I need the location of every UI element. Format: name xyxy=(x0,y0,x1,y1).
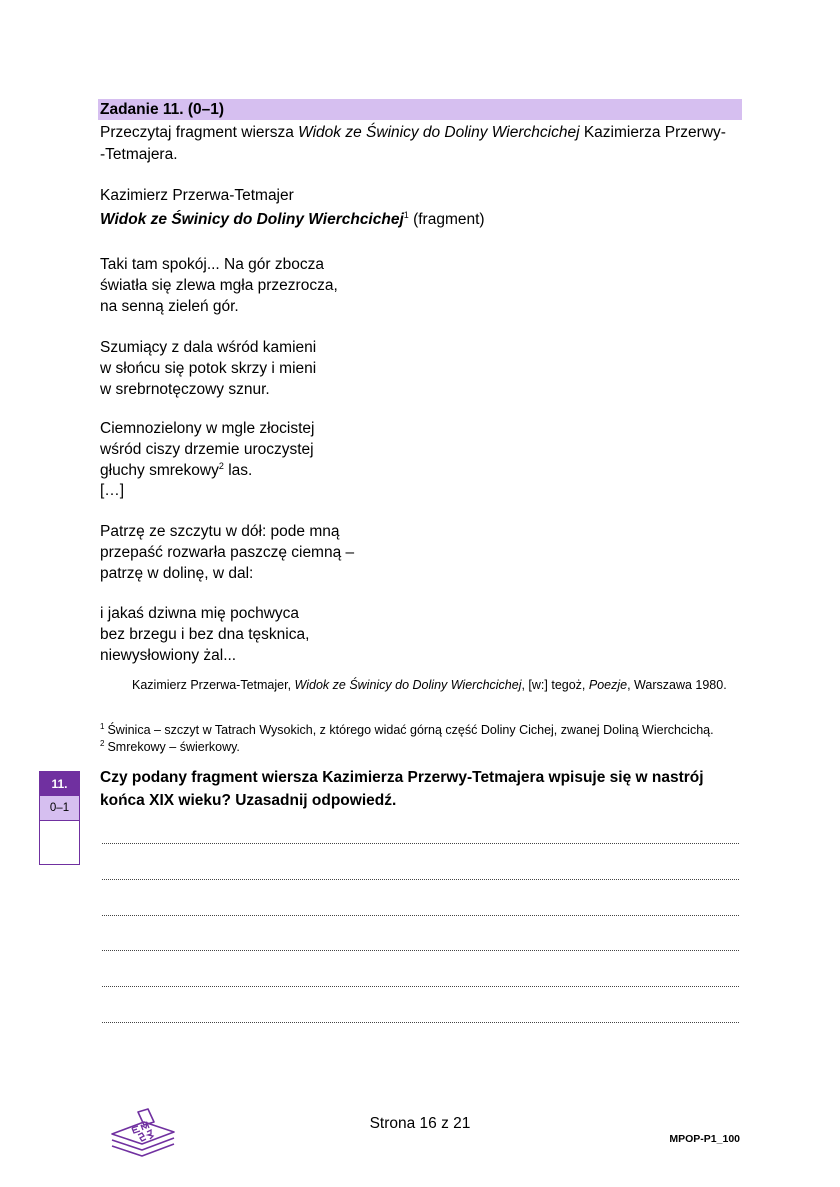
verse-line: wśród ciszy drzemie uroczystej xyxy=(100,440,314,458)
verse-line: i jakaś dziwna mię pochwyca xyxy=(100,605,300,622)
verse-text: las. xyxy=(223,461,253,479)
source-title: Widok ze Świnicy do Doliny Wierchcichej xyxy=(294,678,522,692)
verse-line: Szumiący z dala wśród kamieni xyxy=(100,339,317,356)
answer-line[interactable] xyxy=(102,843,739,844)
omission-mark: […] xyxy=(100,482,125,500)
source-citation xyxy=(132,676,727,694)
intro-suffix: Kazimierza Przerwy- xyxy=(579,124,726,141)
footnote-2 xyxy=(100,739,714,756)
task-number: 11. xyxy=(40,772,79,796)
footnote-text: Świnica – szczyt w Tatrach Wysokich, z którego widać górną część Doliny Cichej, zwanej Doliną Wierchcichą. xyxy=(107,723,714,737)
verse-line: Taki tam spokój... Na gór zbocza xyxy=(100,256,324,273)
source-mid: , [w:] tegoż, xyxy=(521,678,589,692)
stanza-4 xyxy=(100,522,354,584)
source-book: Poezje xyxy=(588,678,628,692)
exam-code: MPOP-P1_100 xyxy=(669,1133,740,1145)
task-intro xyxy=(100,122,740,166)
answer-line[interactable] xyxy=(102,1022,739,1023)
task-header: Zadanie 11. (0–1) xyxy=(98,99,742,120)
verse-line: w srebrnotęczowy sznur. xyxy=(100,380,270,398)
intro-prefix: Przeczytaj fragment wiersza xyxy=(100,124,299,141)
verse-line: patrzę w dolinę, w dal: xyxy=(100,564,254,582)
task-score-box xyxy=(39,771,80,865)
answer-line[interactable] xyxy=(102,879,739,880)
verse-line: Patrzę ze szczytu w dół: pode mną xyxy=(100,523,340,540)
footnotes xyxy=(100,722,714,756)
footnote-text: Smrekowy – świerkowy. xyxy=(107,740,240,754)
footnote-1 xyxy=(100,722,714,739)
verse-line: na senną zieleń gór. xyxy=(100,297,239,315)
footnote-ref-2: 2 xyxy=(218,460,224,471)
question-text: Czy podany fragment wiersza Kazimierza Przerwy-Tetmajera wpisuje się w nastrój końca XIX wieku? Uzasadnij odpowiedź. xyxy=(100,769,704,809)
verse-line: w słońcu się potok skrzy i mieni xyxy=(100,359,317,377)
source-end: , Warszawa 1980. xyxy=(627,678,727,692)
verse-line: bez brzegu i bez dna tęsknica, xyxy=(100,625,310,643)
task-points: 0–1 xyxy=(40,796,79,821)
verse-line: przepaść rozwarła paszczę ciemną – xyxy=(100,543,355,561)
verse-line: światła się zlewa mgła przezrocza, xyxy=(100,276,338,294)
footnote-ref-1: 1 xyxy=(403,209,409,220)
stanza-3 xyxy=(100,419,315,502)
poem-title: Widok ze Świnicy do Doliny Wierchcichej xyxy=(100,211,404,228)
footnote-number: 1 xyxy=(100,721,105,731)
intro-poem-title: Widok ze Świnicy do Doliny Wierchcichej xyxy=(298,124,580,141)
footnote-number: 2 xyxy=(100,738,105,748)
answer-line[interactable] xyxy=(102,950,739,951)
answer-line[interactable] xyxy=(102,915,739,916)
stanza-2 xyxy=(100,338,316,400)
stanza-5 xyxy=(100,604,309,666)
poem-title-line xyxy=(100,209,485,231)
stanza-1 xyxy=(100,255,338,317)
page-number: Strona 16 z 21 xyxy=(369,1115,471,1132)
score-field[interactable] xyxy=(40,821,79,863)
source-author: Kazimierz Przerwa-Tetmajer, xyxy=(132,678,295,692)
answer-line[interactable] xyxy=(102,986,739,987)
poem-title-suffix: (fragment) xyxy=(408,211,485,228)
intro-line2: -Tetmajera. xyxy=(100,146,178,163)
verse-line: Ciemnozielony w mgle złocistej xyxy=(100,420,315,437)
verse-line xyxy=(100,461,315,482)
verse-line: niewysłowiony żal... xyxy=(100,646,237,664)
verse-text: głuchy smrekowy xyxy=(100,461,219,479)
poem-author: Kazimierz Przerwa-Tetmajer xyxy=(100,187,294,204)
